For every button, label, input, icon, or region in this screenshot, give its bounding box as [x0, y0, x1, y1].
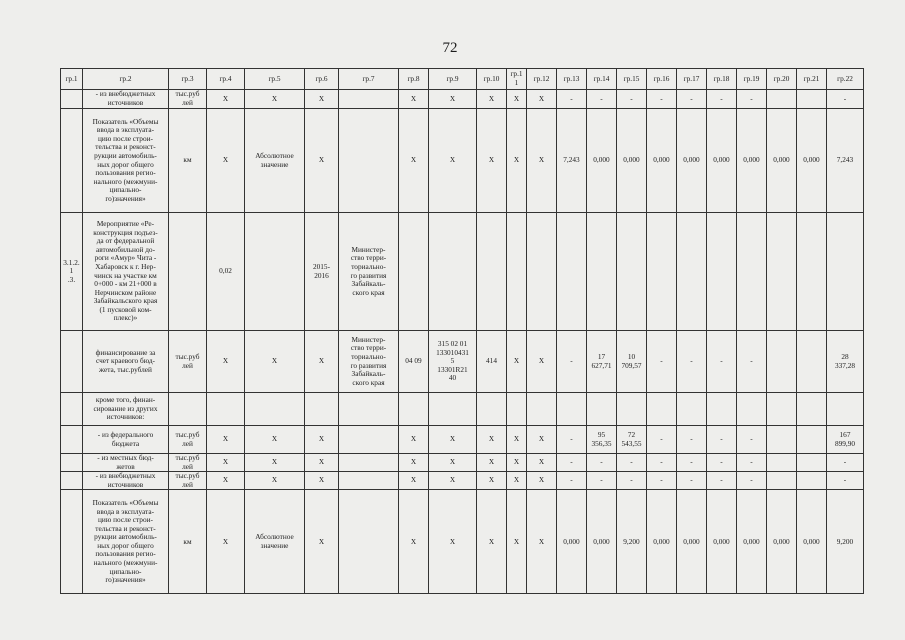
- table-cell: 0,000: [707, 490, 737, 594]
- table-cell: [429, 393, 477, 426]
- table-cell: [169, 393, 207, 426]
- table-cell: 0,000: [617, 109, 647, 213]
- table-cell: [797, 393, 827, 426]
- column-header: гр.10: [477, 69, 507, 90]
- table-cell: Министер- ство терри- ториально- го развития Забайкаль- ского края: [339, 331, 399, 393]
- table-cell: -: [677, 454, 707, 472]
- table-cell: [339, 490, 399, 594]
- table-cell: [245, 213, 305, 331]
- row-code: [61, 472, 83, 490]
- table-cell: X: [477, 490, 507, 594]
- table-cell: -: [587, 90, 617, 109]
- row-code: [61, 454, 83, 472]
- table-cell: [339, 472, 399, 490]
- column-header: гр.22: [827, 69, 864, 90]
- table-cell: [737, 213, 767, 331]
- table-cell: -: [647, 331, 677, 393]
- table-cell: 0,000: [797, 490, 827, 594]
- table-cell: 315 02 01 133010431 5 13301R21 40: [429, 331, 477, 393]
- table-cell: [527, 213, 557, 331]
- table-cell: [647, 213, 677, 331]
- table-cell: [617, 393, 647, 426]
- table-cell: -: [737, 454, 767, 472]
- table-cell: -: [677, 331, 707, 393]
- table-cell: -: [617, 472, 647, 490]
- table-cell: X: [305, 426, 339, 454]
- table-cell: 9,200: [827, 490, 864, 594]
- table-cell: [399, 393, 429, 426]
- column-header: гр.1 1: [507, 69, 527, 90]
- table-cell: 17 627,71: [587, 331, 617, 393]
- table-cell: [767, 472, 797, 490]
- table-cell: X: [527, 490, 557, 594]
- table-cell: [587, 213, 617, 331]
- table-cell: [767, 331, 797, 393]
- table-cell: 0,000: [587, 109, 617, 213]
- table-cell: X: [429, 454, 477, 472]
- row-label: Показатель «Объемы ввода в эксплуата- цию после строи- тельства и реконст- рукции автомобиль- ных дорог общего пользования регио- нального (межмуни- ципально- го)значения»: [83, 109, 169, 213]
- table-cell: -: [707, 472, 737, 490]
- table-cell: [507, 213, 527, 331]
- table-cell: -: [587, 454, 617, 472]
- table-cell: X: [399, 454, 429, 472]
- table-row-regional-funding: [61, 331, 864, 393]
- table-cell: X: [527, 426, 557, 454]
- table-cell: -: [647, 454, 677, 472]
- table-cell: X: [429, 490, 477, 594]
- column-header: гр.9: [429, 69, 477, 90]
- row-code: [61, 109, 83, 213]
- table-cell: X: [429, 426, 477, 454]
- table-cell: 04 09: [399, 331, 429, 393]
- table-cell: -: [557, 426, 587, 454]
- table-cell: [339, 109, 399, 213]
- table-cell: 0,000: [587, 490, 617, 594]
- row-code: [61, 331, 83, 393]
- row-label: - из внебюджетных источников: [83, 90, 169, 109]
- table-cell: -: [647, 426, 677, 454]
- row-code: [61, 393, 83, 426]
- table-cell: X: [477, 426, 507, 454]
- table-cell: [587, 393, 617, 426]
- table-cell: -: [677, 472, 707, 490]
- table-row-measure-3-1-2-1-3: [61, 213, 864, 331]
- table-cell: 7,243: [827, 109, 864, 213]
- table-cell: [737, 393, 767, 426]
- table-cell: 167 899,90: [827, 426, 864, 454]
- table-cell: [339, 90, 399, 109]
- column-header: гр.7: [339, 69, 399, 90]
- row-label: - из федерального бюджета: [83, 426, 169, 454]
- table-cell: [707, 393, 737, 426]
- table-cell: X: [527, 90, 557, 109]
- column-header: гр.5: [245, 69, 305, 90]
- table-cell: [477, 393, 507, 426]
- table-cell: -: [827, 454, 864, 472]
- table-row-other-sources: [61, 393, 864, 426]
- table-cell: 0,000: [737, 109, 767, 213]
- table-cell: X: [429, 109, 477, 213]
- table-cell: -: [707, 331, 737, 393]
- column-header: гр.6: [305, 69, 339, 90]
- table-cell: км: [169, 490, 207, 594]
- row-label: финансирование за счет краевого бюд- жета, тыс.рублей: [83, 331, 169, 393]
- table-cell: X: [245, 426, 305, 454]
- table-cell: X: [305, 90, 339, 109]
- table-cell: 28 337,28: [827, 331, 864, 393]
- table-cell: X: [305, 472, 339, 490]
- table-cell: [677, 213, 707, 331]
- table-cell: тыс.руб лей: [169, 472, 207, 490]
- table-cell: [797, 472, 827, 490]
- table-cell: X: [399, 490, 429, 594]
- column-header: гр.14: [587, 69, 617, 90]
- table-cell: -: [617, 454, 647, 472]
- table-cell: тыс.руб лей: [169, 454, 207, 472]
- table-row-federal-budget: [61, 426, 864, 454]
- table-cell: [617, 213, 647, 331]
- table-cell: X: [477, 90, 507, 109]
- table-cell: 10 709,57: [617, 331, 647, 393]
- table-cell: 0,000: [677, 109, 707, 213]
- table-cell: -: [707, 454, 737, 472]
- table-cell: X: [429, 90, 477, 109]
- column-header: гр.15: [617, 69, 647, 90]
- column-header: гр.21: [797, 69, 827, 90]
- table-row-indicator-2: [61, 490, 864, 594]
- column-header: гр.8: [399, 69, 429, 90]
- table-row-local-budget: [61, 454, 864, 472]
- table-cell: 72 543,55: [617, 426, 647, 454]
- table-cell: [647, 393, 677, 426]
- table-cell: [767, 90, 797, 109]
- column-header: гр.4: [207, 69, 245, 90]
- table-cell: Абсолютное значение: [245, 490, 305, 594]
- table-cell: X: [527, 331, 557, 393]
- table-cell: X: [245, 90, 305, 109]
- table-cell: [557, 213, 587, 331]
- table-cell: 414: [477, 331, 507, 393]
- column-header: гр.16: [647, 69, 677, 90]
- table-cell: 0,000: [677, 490, 707, 594]
- table-cell: 0,000: [707, 109, 737, 213]
- table-cell: -: [707, 90, 737, 109]
- table-cell: -: [557, 454, 587, 472]
- table-cell: -: [737, 331, 767, 393]
- table-cell: X: [399, 109, 429, 213]
- table-cell: [767, 393, 797, 426]
- table-cell: X: [527, 454, 557, 472]
- table-cell: [399, 213, 429, 331]
- row-code: [61, 90, 83, 109]
- table-row-extrabudget-bottom: [61, 472, 864, 490]
- table-cell: X: [207, 472, 245, 490]
- table-cell: X: [207, 331, 245, 393]
- table-cell: [429, 213, 477, 331]
- table-cell: [767, 454, 797, 472]
- table-cell: -: [557, 472, 587, 490]
- table-cell: Абсолютное значение: [245, 109, 305, 213]
- table-cell: -: [557, 90, 587, 109]
- table-cell: [557, 393, 587, 426]
- table-cell: X: [527, 472, 557, 490]
- row-label: - из местных бюд- жетов: [83, 454, 169, 472]
- table-cell: тыс.руб лей: [169, 90, 207, 109]
- table-cell: X: [207, 490, 245, 594]
- page-number: 72: [442, 40, 458, 56]
- table-cell: 0,02: [207, 213, 245, 331]
- table-cell: X: [305, 109, 339, 213]
- table-cell: 0,000: [767, 490, 797, 594]
- table-cell: X: [507, 454, 527, 472]
- table-cell: -: [677, 426, 707, 454]
- table-cell: -: [827, 472, 864, 490]
- row-label: кроме того, финан- сирование из других источников:: [83, 393, 169, 426]
- row-code: [61, 490, 83, 594]
- table-cell: [797, 90, 827, 109]
- row-label: - из внебюджетных источников: [83, 472, 169, 490]
- column-header: гр.3: [169, 69, 207, 90]
- table-cell: [507, 393, 527, 426]
- table-cell: 2015- 2016: [305, 213, 339, 331]
- table-cell: X: [245, 331, 305, 393]
- table-cell: Министер- ство терри- ториально- го развития Забайкаль- ского края: [339, 213, 399, 331]
- table-cell: X: [507, 490, 527, 594]
- column-header: гр.2: [83, 69, 169, 90]
- table-cell: [527, 393, 557, 426]
- row-code: [61, 426, 83, 454]
- table-cell: -: [647, 472, 677, 490]
- table-cell: X: [305, 454, 339, 472]
- table-cell: X: [399, 472, 429, 490]
- row-label: Показатель «Объемы ввода в эксплуата- цию после строи- тельства и реконст- рукции автомобиль- ных дорог общего пользования регио- нального (межмуни- ципально- го)значения»: [83, 490, 169, 594]
- table-cell: X: [245, 472, 305, 490]
- table-cell: тыс.руб лей: [169, 426, 207, 454]
- column-header: гр.12: [527, 69, 557, 90]
- table-cell: [677, 393, 707, 426]
- table-cell: X: [507, 331, 527, 393]
- table-cell: [797, 454, 827, 472]
- header-row: [61, 69, 864, 90]
- table-row-indicator-1: [61, 109, 864, 213]
- table-cell: X: [207, 90, 245, 109]
- table-cell: -: [827, 90, 864, 109]
- column-header: гр.19: [737, 69, 767, 90]
- table-cell: 0,000: [557, 490, 587, 594]
- table-cell: [339, 426, 399, 454]
- table-cell: X: [245, 454, 305, 472]
- table-cell: -: [707, 426, 737, 454]
- table-cell: X: [507, 472, 527, 490]
- table-cell: [339, 393, 399, 426]
- table-cell: [169, 213, 207, 331]
- table-cell: [207, 393, 245, 426]
- table-cell: [245, 393, 305, 426]
- table-cell: -: [737, 426, 767, 454]
- table-cell: 0,000: [737, 490, 767, 594]
- table-cell: [707, 213, 737, 331]
- table-cell: X: [399, 90, 429, 109]
- table-cell: X: [207, 426, 245, 454]
- table-cell: [797, 426, 827, 454]
- table-cell: X: [527, 109, 557, 213]
- table-cell: 0,000: [767, 109, 797, 213]
- table-cell: X: [305, 331, 339, 393]
- table-cell: -: [647, 90, 677, 109]
- table-cell: X: [477, 454, 507, 472]
- column-header: гр.20: [767, 69, 797, 90]
- table-row-extrabudget-top: [61, 90, 864, 109]
- table-cell: X: [507, 90, 527, 109]
- table-cell: 0,000: [647, 109, 677, 213]
- table-cell: -: [557, 331, 587, 393]
- table-cell: 0,000: [647, 490, 677, 594]
- table-cell: тыс.руб лей: [169, 331, 207, 393]
- table-cell: -: [617, 90, 647, 109]
- table-cell: [767, 213, 797, 331]
- table-cell: X: [305, 490, 339, 594]
- table-cell: 95 356,35: [587, 426, 617, 454]
- table-cell: км: [169, 109, 207, 213]
- row-label: Мероприятие «Ре- конструкция подъез- да от федеральной автомобильной до- роги «Амур» Чита - Хабаровск к г. Нер- чинск на участке км 0+000 - км 21+000 в Нерчинском районе Забайкальского края (1 пусковой ком- плекс)»: [83, 213, 169, 331]
- table-cell: [797, 331, 827, 393]
- column-header: гр.18: [707, 69, 737, 90]
- table-cell: -: [737, 90, 767, 109]
- table-cell: X: [399, 426, 429, 454]
- column-header: гр.17: [677, 69, 707, 90]
- table-cell: X: [207, 454, 245, 472]
- table-cell: X: [429, 472, 477, 490]
- table-cell: X: [477, 109, 507, 213]
- table-cell: X: [477, 472, 507, 490]
- table-cell: [305, 393, 339, 426]
- table-cell: [477, 213, 507, 331]
- table-cell: [827, 393, 864, 426]
- row-code: 3.1.2.1 .3.: [61, 213, 83, 331]
- table-cell: -: [677, 90, 707, 109]
- table-cell: [797, 213, 827, 331]
- table-cell: 0,000: [797, 109, 827, 213]
- table-cell: [339, 454, 399, 472]
- column-header: гр.1: [61, 69, 83, 90]
- table-cell: -: [587, 472, 617, 490]
- column-header: гр.13: [557, 69, 587, 90]
- table-cell: X: [507, 426, 527, 454]
- table-cell: X: [207, 109, 245, 213]
- table-cell: X: [507, 109, 527, 213]
- table-cell: 7,243: [557, 109, 587, 213]
- table-cell: [827, 213, 864, 331]
- table-cell: [767, 426, 797, 454]
- program-table: [60, 68, 864, 594]
- table-cell: -: [737, 472, 767, 490]
- table-cell: 9,200: [617, 490, 647, 594]
